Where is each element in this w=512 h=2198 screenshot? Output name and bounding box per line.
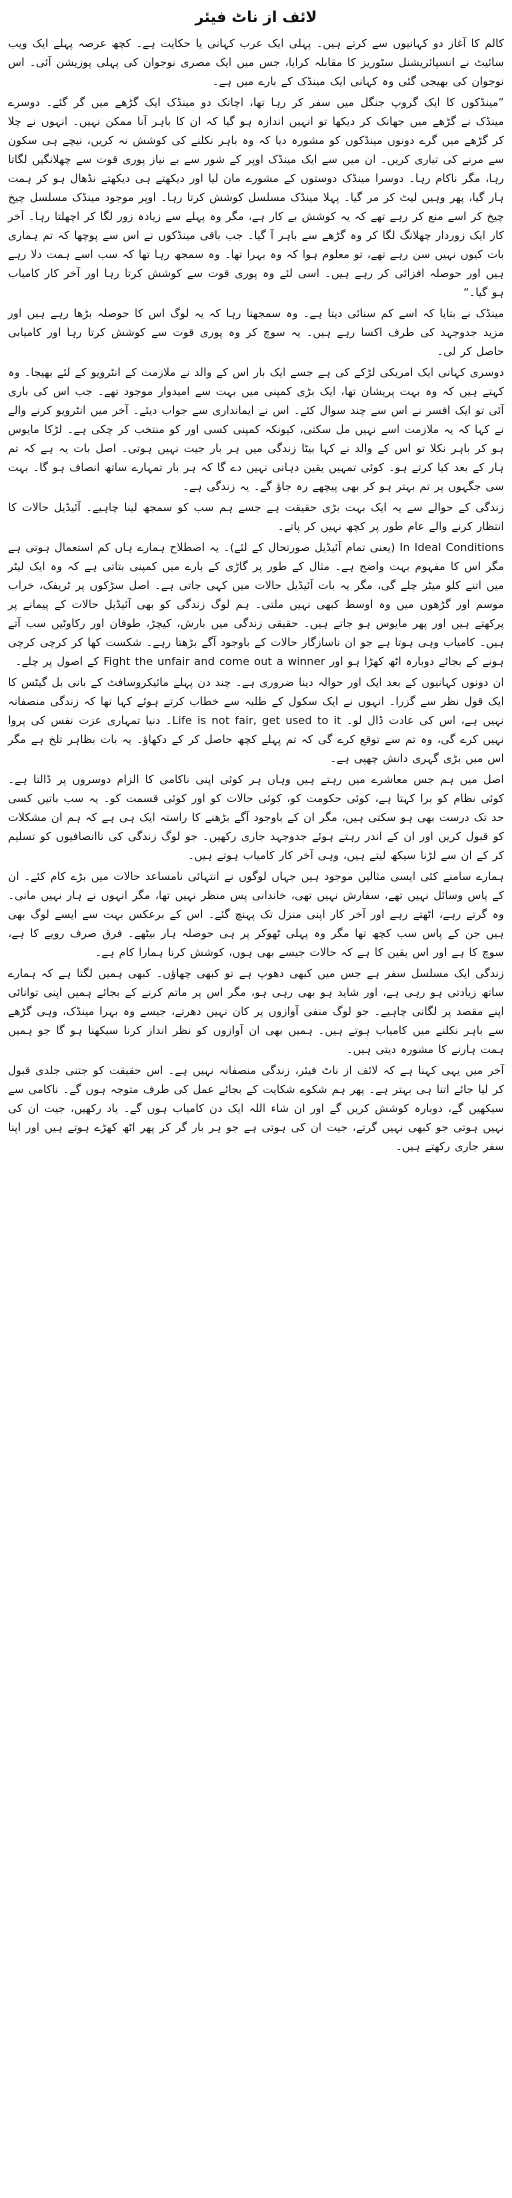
paragraph-10: زندگی ایک مسلسل سفر ہے جس میں کبھی دھوپ ہے تو کبھی چھاؤں۔ کبھی ہمیں لگتا ہے کہ ہمارے ساتھ زیادتی ہو رہی ہے، اور شاید ہو بھی رہی ہو، مگر اس پر ماتم کرنے کے بجائے ہمیں اپنی توانائی اپنے مقصد پر لگانی چاہیے۔ جو لوگ منفی آوازوں پر کان نہیں دھرتے، جیسے وہ بہرا مینڈک، وہی گڑھے سے باہر نکلنے میں کامیاب ہوتے ہیں۔ ہمیں بھی ان آوازوں کو نظر انداز کرنا سیکھنا ہو گا جو ہمیں ہمت ہارنے کا مشورہ دیتی ہیں۔	[8, 967, 504, 1056]
paragraph-2: ”مینڈکوں کا ایک گروپ جنگل میں سفر کر رہا تھا، اچانک دو مینڈک ایک گڑھے میں گر گئے۔ دوسرے مینڈک نے گڑھے میں جھانک کر دیکھا تو انہیں اندازہ ہو گیا کہ ان کا باہر آنا ممکن نہیں۔ انہوں نے چلا کر گڑھے میں گرے دونوں مینڈکوں کو مشورہ دیا کہ وہ باہر نکلنے کی کوشش نہ کریں، نیچے ہی سکون سے مرنے کی تیاری کریں۔ ان میں سے ایک مینڈک اوپر کے شور سے بے نیاز پوری قوت سے چھلانگیں لگاتا رہا، مگر ناکام رہا۔ دوسرا مینڈک دوستوں کے مشورے مان لیا اور دیکھتے ہی دیکھتے نڈھال ہو کر ہمت ہار گیا، پھر وہیں لیٹ کر مر گیا۔ پہلا مینڈک مسلسل کوشش کرتا رہا۔ اوپر موجود مینڈک مسلسل چیخ چیخ کر اسے منع کر رہے تھے کہ یہ کوشش بے کار ہے، مگر وہ پہلے سے زیادہ زور لگا کر اچھلتا رہا۔ آخر کار ایک زوردار چھلانگ لگا کر وہ گڑھے سے باہر آ گیا۔ جب باقی مینڈکوں نے اس سے پوچھا کہ تم ہماری بات کیوں نہیں سن رہے تھے، تو معلوم ہوا کہ وہ بہرا تھا۔ وہ سمجھ رہا تھا کہ سب اسے ہمت دلا رہے ہیں اور حوصلہ افزائی کر رہے ہیں۔ اسی لئے وہ پوری قوت سے کوشش کرتا رہا اور آخر کار کامیاب ہو گیا۔“	[8, 96, 504, 299]
paragraph-4: دوسری کہانی ایک امریکی لڑکے کی ہے جسے ایک بار اس کے والد نے ملازمت کے انٹرویو کے لئے بھیجا۔ وہ کہتے ہیں کہ وہ بہت پریشان تھا، ایک بڑی کمپنی میں بہت سے امیدوار موجود تھے۔ جب اس کی باری آئی تو ایک افسر نے اس سے چند سوال کئے۔ اس نے ایمانداری سے جواب دیئے۔ آخر میں انٹرویو کرنے والے نے کہا کہ یہ ملازمت اسے نہیں مل سکتی، کیونکہ کمپنی کسی اور کو منتخب کر چکی ہے۔ لڑکا مایوس ہو کر باہر نکلا تو اس کے والد نے کہا بیٹا زندگی میں ہر بار جیت نہیں ہوتی۔ اصل بات یہ ہے کہ تم ہار کے بعد کیا کرتے ہو۔ کوئی تمہیں یقین دہانی نہیں دے گا کہ ہر بار تمہارے ساتھ انصاف ہو گا۔ بہت سی جگہوں پر تم بہتر ہو کر بھی پیچھے رہ جاؤ گے۔ یہ زندگی ہے۔	[8, 366, 504, 493]
paragraph-9: ہمارے سامنے کئی ایسی مثالیں موجود ہیں جہاں لوگوں نے انتہائی نامساعد حالات میں بڑے کام کئے۔ ان کے پاس وسائل نہیں تھے، سفارش نہیں تھی، خاندانی پس منظر نہیں تھا، مگر انہوں نے ہار نہیں مانی۔ وہ گرتے رہے، اٹھتے رہے اور آخر کار اپنی منزل تک پہنچ گئے۔ اس کے برعکس بہت سے ایسے لوگ بھی ہیں جن کے پاس سب کچھ تھا مگر وہ پہلی ٹھوکر پر ہی حوصلہ ہار بیٹھے۔ فرق صرف رویے کا ہے، سوچ کا ہے اور اس یقین کا ہے کہ حالات جیسے بھی ہوں، کوشش کرنا ہمارا کام ہے۔	[8, 870, 504, 959]
paragraph-5: زندگی کے حوالے سے یہ ایک بہت بڑی حقیقت ہے جسے ہم سب کو سمجھ لینا چاہیے۔ آئیڈیل حالات کا انتظار کرنے والے عام طور پر کچھ نہیں کر پاتے۔	[8, 501, 504, 533]
paragraph-7: ان دونوں کہانیوں کے بعد ایک اور حوالہ دینا ضروری ہے۔ چند دن پہلے مائیکروسافٹ کے بانی بل گیٹس کا ایک قول نظر سے گزرا۔ انہوں نے ایک سکول کے طلبہ سے خطاب کرتے ہوئے کہا تھا کہ زندگی منصفانہ نہیں ہے، اس کی عادت ڈال لو۔ Life is not fair, get used to it۔ دنیا تمہاری عزت نفس کی پروا نہیں کرے گی، وہ تم سے توقع کرے گی کہ تم پہلے کچھ حاصل کر کے دکھاؤ۔ یہ بات بظاہر تلخ ہے مگر اس میں بڑی گہری دانش چھپی ہے۔	[8, 676, 504, 765]
paragraph-11: آخر میں یہی کہنا ہے کہ لائف از ناٹ فیئر، زندگی منصفانہ نہیں ہے۔ اس حقیقت کو جتنی جلدی قبول کر لیا جائے اتنا ہی بہتر ہے۔ پھر ہم شکوے شکایت کے بجائے عمل کی طرف متوجہ ہوں گے۔ ناکامی سے سیکھیں گے، دوبارہ کوشش کریں گے اور ان شاء اللہ ایک دن کامیاب ہوں گے۔ یاد رکھیں، جیت ان کی نہیں ہوتی جو کبھی نہیں گرتے، جیت ان کی ہوتی ہے جو ہر بار گر کر پھر اٹھ کھڑے ہوتے ہیں اور اپنا سفر جاری رکھتے ہیں۔	[8, 1064, 504, 1153]
paragraph-1: کالم کا آغاز دو کہانیوں سے کرتے ہیں۔ پہلی ایک عرب کہانی یا حکایت ہے۔ کچھ عرصہ پہلے ایک ویب سائیٹ نے انسپائریشنل سٹوریز کا مقابلہ کرایا، جس میں ایک مصری نوجوان کی پہلی پوزیشن آئی۔ اس نوجوان کی بھیجی گئی وہ کہانی ایک مینڈک کے بارے میں ہے۔	[8, 37, 504, 88]
paragraph-3: مینڈک نے بتایا کہ اسے کم سنائی دیتا ہے۔ وہ سمجھتا رہا کہ یہ لوگ اس کا حوصلہ بڑھا رہے ہیں اور مزید جدوجہد کی طرف اکسا رہے ہیں۔ یہ سوچ کر وہ پوری قوت سے کوشش کرتا رہا اور کامیابی حاصل کر لی۔	[8, 307, 504, 358]
paragraph-6: In Ideal Conditions (یعنی تمام آئیڈیل صورتحال کے لئے)۔ یہ اصطلاح ہمارے ہاں کم استعمال ہوتی ہے مگر اس کا مفہوم بہت واضح ہے۔ مثال کے طور پر گاڑی کے بارے میں کمپنی بتاتی ہے کہ وہ ایک لیٹر میں اتنے کلو میٹر چلے گی، مگر یہ بات آئیڈیل حالات میں کہی جاتی ہے۔ اصل سڑکوں پر ٹریفک، خراب موسم اور گڑھوں میں وہ اوسط کبھی نہیں ملتی۔ ہم لوگ زندگی کو بھی آئیڈیل حالات کے پیمانے پر پرکھتے ہیں اور پھر مایوس ہو جاتے ہیں۔ حقیقی زندگی میں بارش، کیچڑ، طوفان اور رکاوٹیں سب آتے ہیں۔ کامیاب وہی ہوتا ہے جو ان ناسازگار حالات کے باوجود آگے بڑھتا رہے۔ شکست کھا کر کرچی کرچی ہونے کے بجائے دوبارہ اٹھ کھڑا ہو اور Fight the unfair and come out a winner کے اصول پر چلے۔	[8, 541, 504, 668]
paragraph-8: اصل میں ہم جس معاشرے میں رہتے ہیں وہاں ہر کوئی اپنی ناکامی کا الزام دوسروں پر ڈالتا ہے۔ کوئی نظام کو برا کہتا ہے، کوئی حکومت کو، کوئی حالات کو اور کوئی قسمت کو۔ یہ سب باتیں کسی حد تک درست بھی ہو سکتی ہیں، مگر ان کے باوجود آگے بڑھنے کا راستہ ایک ہی ہے کہ ہم ان مشکلات کو قبول کریں اور ان کے اندر رہتے ہوئے جدوجہد جاری رکھیں۔ جو لوگ زندگی کی ناانصافیوں کو تسلیم کر کے ان سے لڑنا سیکھ لیتے ہیں، وہی آخر کار کامیاب ہوتے ہیں۔	[8, 773, 504, 862]
article-body	[8, 34, 504, 1156]
article-title: لائف از ناٹ فیئر	[195, 8, 317, 26]
